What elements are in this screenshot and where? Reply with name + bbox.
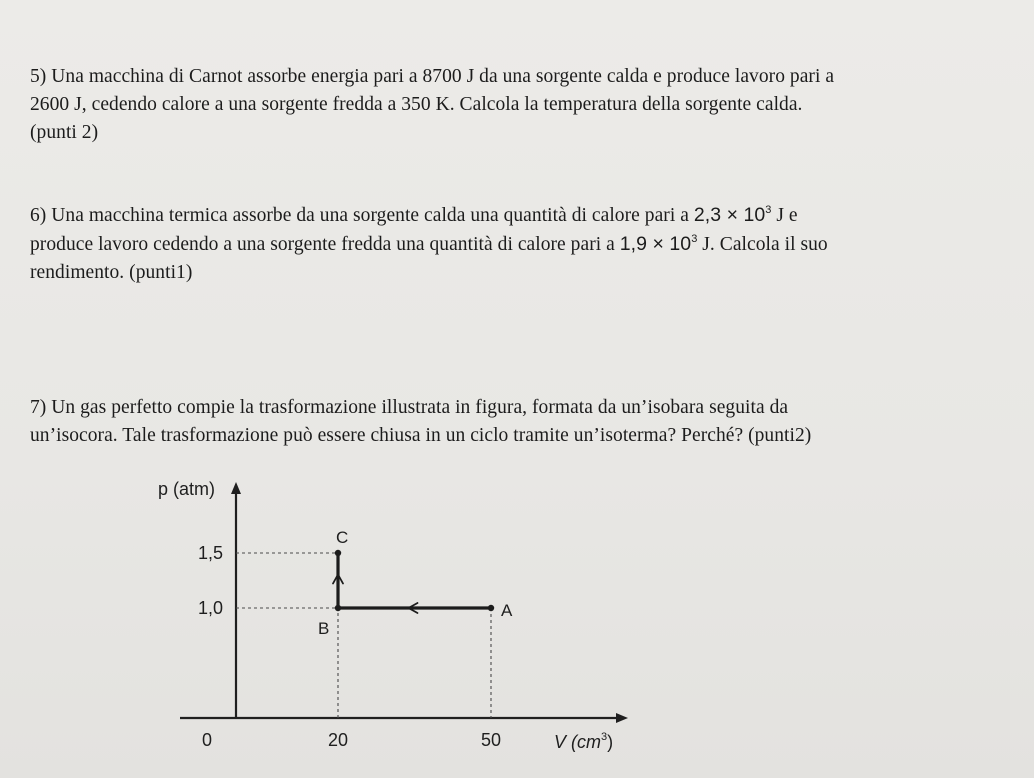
y-tick-label-1-0: 1,0 [198, 598, 224, 618]
heat-absorbed-value: $2,3 \times 10^3$ [693, 204, 772, 226]
problem-6 [30, 201, 828, 287]
y-tick-label-1-5: 1,5 [198, 543, 224, 563]
problem-5-line-1: 5) Una macchina di Carnot assorbe energia pari a 8700 J da una sorgente calda e produce lavoro pari a [30, 66, 835, 87]
y-axis-arrowhead [231, 482, 241, 494]
problem-5-line-3: (punti 2) [30, 122, 99, 143]
problem-6-line-2-text: produce lavoro cedendo a una sorgente fredda una quantità di calore pari a [30, 234, 620, 255]
x-axis-label: V $(cm^3)$ [554, 731, 614, 752]
point-C [335, 550, 341, 556]
state-points [318, 528, 513, 638]
point-B [335, 605, 341, 611]
x-axis-arrowhead [616, 713, 628, 723]
guide-lines [236, 553, 491, 718]
problem-6-line-2-tail: J. Calcola il suo [697, 234, 828, 255]
origin-label: 0 [202, 730, 213, 750]
problem-5-line-2: 2600 J, cedendo calore a una sorgente fredda a 350 K. Calcola la temperatura della sorgente calda. [30, 94, 803, 115]
axis-labels [158, 479, 613, 752]
x-tick-label-20: 20 [327, 730, 349, 750]
pv-diagram [150, 468, 650, 768]
problem-6-line-3: rendimento. (punti1) [30, 262, 193, 283]
y-axis-label: p (atm) [158, 479, 216, 499]
problem-7 [30, 394, 811, 450]
pv-diagram-svg [150, 468, 650, 768]
axes [180, 482, 628, 723]
problem-6-line-1-tail: J e [771, 205, 798, 226]
point-label-B: B [318, 619, 330, 638]
heat-released-value: $1,9 \times 10^3$ [619, 233, 698, 255]
point-label-C: C [336, 528, 349, 547]
problem-6-line-1-text: 6) Una macchina termica assorbe da una sorgente calda una quantità di calore pari a [30, 205, 694, 226]
x-tick-label-50: 50 [480, 730, 502, 750]
problem-5 [30, 63, 834, 147]
point-A [488, 605, 494, 611]
problem-7-line-1: 7) Un gas perfetto compie la trasformazione illustrata in figura, formata da un’isobara seguita da [30, 397, 789, 418]
problem-6-line-2 [30, 230, 828, 259]
process-path [333, 553, 491, 613]
point-label-A: A [501, 601, 513, 620]
problem-7-line-2: un’isocora. Tale trasformazione può essere chiusa in un ciclo tramite un’isoterma? Perché? (punti2) [30, 425, 812, 446]
problem-6-line-1 [30, 201, 828, 230]
